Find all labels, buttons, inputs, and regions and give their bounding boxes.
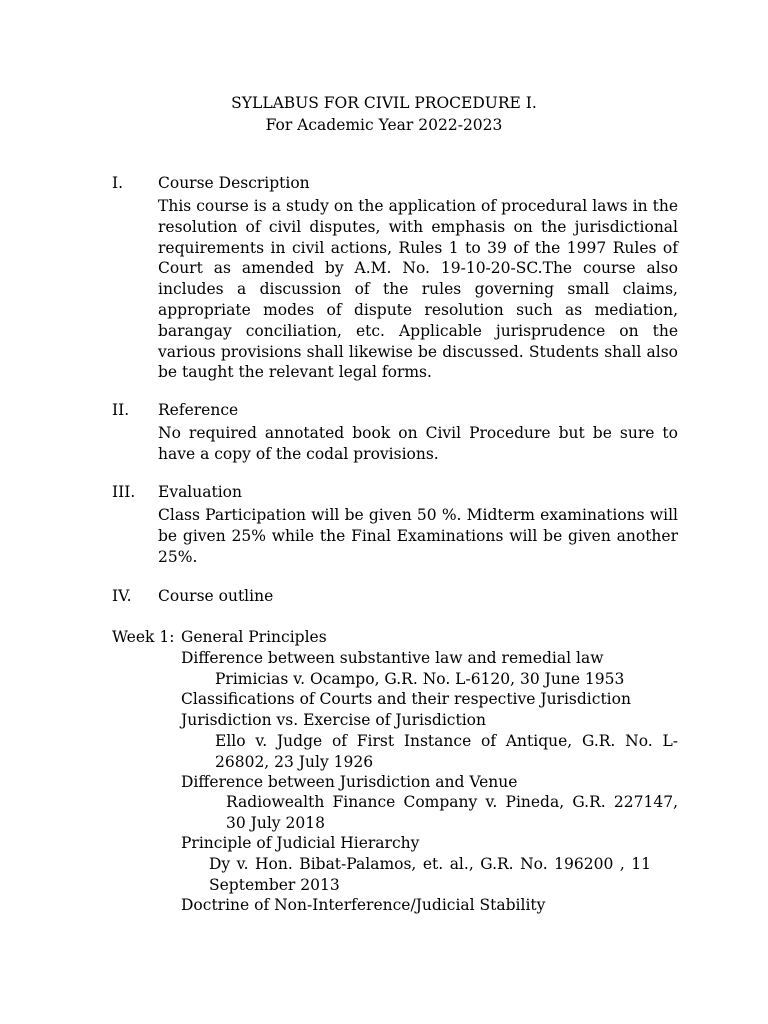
outline-topic: Jurisdiction vs. Exercise of Jurisdiction — [181, 711, 486, 729]
case-citation: Ello v. Judge of First Instance of Antique, G.R. No. L-26802, 23 July 1926 — [215, 732, 678, 771]
outline-topic: Difference between Jurisdiction and Venue — [181, 773, 518, 791]
outline-topic: Classifications of Courts and their respective Jurisdiction — [181, 690, 631, 708]
document-subtitle: For Academic Year 2022-2023 — [265, 116, 503, 134]
section-body-evaluation: Class Participation will be given 50 %. Midterm examinations will be given 25% while the Final Examinations will be given another 25%. — [158, 506, 678, 566]
section-heading-course-outline: Course outline — [158, 587, 274, 605]
section-number-4: IV. — [112, 587, 132, 605]
outline-topic: Difference between substantive law and remedial law — [181, 649, 604, 667]
week-label: Week 1: — [112, 628, 175, 646]
document-title: SYLLABUS FOR CIVIL PROCEDURE I. — [231, 94, 537, 112]
section-number-3: III. — [112, 483, 136, 501]
case-citation: Radiowealth Finance Company v. Pineda, G.R. 227147, 30 July 2018 — [226, 793, 678, 832]
case-citation: Primicias v. Ocampo, G.R. No. L-6120, 30 June 1953 — [215, 670, 625, 688]
section-heading-course-description: Course Description — [158, 174, 310, 192]
section-heading-evaluation: Evaluation — [158, 483, 242, 501]
section-body-reference: No required annotated book on Civil Procedure but be sure to have a copy of the codal provisions. — [158, 424, 678, 463]
section-heading-reference: Reference — [158, 401, 239, 419]
outline-topic: Principle of Judicial Hierarchy — [181, 834, 420, 852]
section-number-1: I. — [112, 174, 124, 192]
week-title: General Principles — [181, 628, 327, 646]
case-citation: Dy v. Hon. Bibat-Palamos, et. al., G.R. No. 196200 , 11 September 2013 — [209, 855, 651, 894]
section-number-2: II. — [112, 401, 130, 419]
outline-topic: Doctrine of Non-Interference/Judicial Stability — [181, 896, 546, 914]
section-body-course-description: This course is a study on the application of procedural laws in the resolution of civil disputes, with emphasis on the jurisdictional requirements in civil actions, Rules 1 to 39 of the 1997 Rules of Court as amended by A.M. No. 19-10-20-SC.The course also includes a discussion of the rules governing small claims, appropriate modes of dispute resolution such as mediation, barangay conciliation, etc. Applicable jurisprudence on the various provisions shall likewise be discussed. Students shall also be taught the relevant legal forms. — [158, 197, 678, 382]
